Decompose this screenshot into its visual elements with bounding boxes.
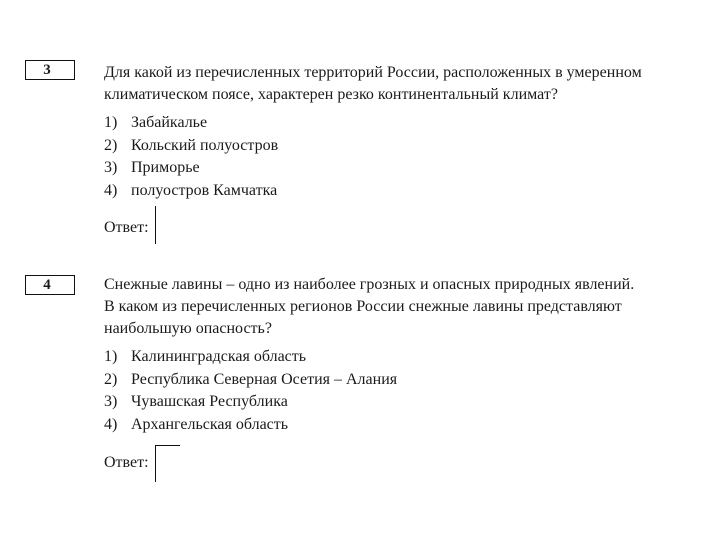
- answer-option[interactable]: [104, 135, 278, 158]
- option-number: 1): [104, 114, 118, 131]
- question-text: [104, 274, 704, 340]
- answer-options-list: [104, 346, 397, 437]
- question-text-line: климатическом поясе, характерен резко континентальный климат?: [104, 86, 558, 103]
- option-label: Чувашская Республика: [131, 393, 288, 411]
- option-label: Республика Северная Осетия – Алания: [131, 370, 398, 388]
- option-label: Забайкалье: [131, 114, 208, 131]
- question-text-line: В каком из перечисленных регионов России снежные лавины представляют: [104, 298, 622, 315]
- answer-options-list: [104, 112, 278, 203]
- answer-option[interactable]: [104, 391, 397, 414]
- answer-option[interactable]: [104, 112, 278, 135]
- option-label: Архангельская область: [131, 416, 289, 434]
- question-number-box: 3: [25, 60, 75, 80]
- answer-field[interactable]: [155, 206, 160, 244]
- answer-label: Ответ:: [104, 219, 149, 236]
- answer-option[interactable]: [104, 414, 397, 437]
- option-label: Калининградская область: [131, 348, 307, 365]
- option-label: Кольский полуостров: [131, 136, 279, 154]
- answer-option[interactable]: [104, 369, 397, 392]
- answer-option[interactable]: [104, 346, 397, 369]
- question-text-line: Для какой из перечисленных территорий России, расположенных в умеренном: [104, 64, 642, 81]
- option-number: 3): [104, 159, 118, 177]
- option-number: 2): [104, 370, 118, 388]
- answer-option[interactable]: [104, 157, 278, 180]
- option-number: 4): [104, 416, 118, 434]
- option-number: 4): [104, 182, 118, 200]
- answer-row: [104, 218, 160, 244]
- question-text: [104, 62, 704, 106]
- answer-label: Ответ:: [104, 454, 149, 471]
- option-number: 1): [104, 348, 118, 365]
- answer-row: [104, 453, 180, 482]
- option-number: 2): [104, 136, 118, 154]
- option-label: полуостров Камчатка: [131, 182, 278, 200]
- answer-field[interactable]: [155, 445, 180, 482]
- option-label: Приморье: [131, 159, 200, 177]
- question-text-line: наибольшую опасность?: [104, 320, 272, 337]
- answer-option[interactable]: [104, 180, 278, 203]
- question-number-box: 4: [25, 275, 75, 295]
- question-text-line: Снежные лавины – одно из наиболее грозных и опасных природных явлений.: [104, 276, 635, 293]
- option-number: 3): [104, 393, 118, 411]
